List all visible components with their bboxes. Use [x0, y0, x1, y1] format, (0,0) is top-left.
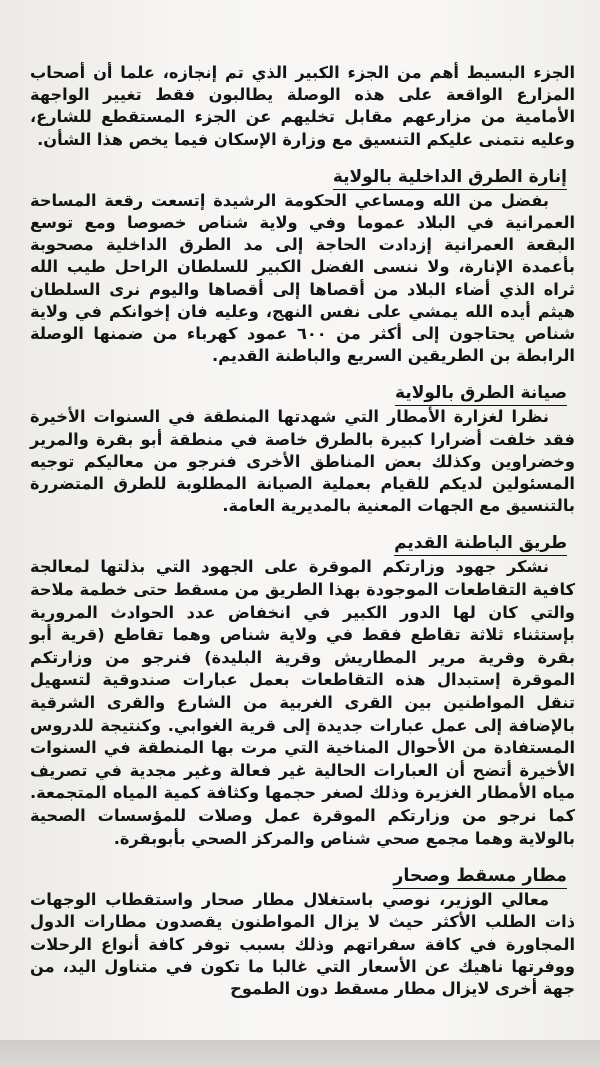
- intro-paragraph: الجزء البسيط أهم من الجزء الكبير الذي تم إنجازه، علما أن أصحاب المزارع الواقعة على هذه الوصلة يطالبون فقط تغيير الواجهة الأمامية من مزارعهم مقابل تخليهم عن الجزء المستقطع للشارع، وعليه نتمنى عليكم التنسيق مع وزارة الإسكان فيما يخص هذا الشأن.: [30, 63, 575, 149]
- section-heading: إنارة الطرق الداخلية بالولاية: [333, 165, 567, 190]
- section-internal-roads-lighting: [30, 165, 575, 368]
- section-old-batinah-road: [30, 531, 575, 850]
- document-page: [30, 62, 575, 1000]
- section-muscat-sohar-airport: [30, 864, 575, 1000]
- section-roads-maintenance: [30, 381, 575, 517]
- section-paragraph: بفضل من الله ومساعي الحكومة الرشيدة إتسعت رقعة المساحة العمرانية في البلاد عموما وفي ولاية شناص خصوصا ومع توسع البقعة العمرانية إزدادت الحاجة إلى مد الطرق الداخلية مصحوبة بأعمدة الإنارة، ولا ننسى الفضل الكبير للسلطان الراحل طيب الله ثراه الذي أضاء البلاد من أقصاها إلى أقصاها واليوم نرى السلطان هيثم أيده الله يمشي على نفس النهج، وعليه فان إخوانكم في ولاية شناص يحتاجون إلى أكثر من ٦٠٠ عمود كهرباء من ضمنها الوصلة الرابطة بن الطريقين السريع والباطنة القديم.: [30, 190, 575, 366]
- section-paragraph: نظرا لغزارة الأمطار التي شهدتها المنطقة في السنوات الأخيرة فقد خلفت أضرارا كبيرة بالطرق خاصة في منطقة أبو بقرة والمرير وخضراوين وكذلك بعض المناطق الأخرى فنرجو من معاليكم توجيه المسئولين لديكم للقيام بعملية الصيانة المطلوبة للطرق المتضررة بالتنسيق مع الجهات المعنية بالمديرية العامة.: [30, 407, 575, 516]
- table-surface: [0, 1040, 600, 1067]
- section-heading: صيانة الطرق بالولاية: [395, 381, 567, 406]
- section-paragraph: نشكر جهود وزارتكم الموقرة على الجهود التي بذلتها لمعالجة كافية التقاطعات الموجودة بهذا الطريق من مسقط حتى خطمة ملاحة والتي كان لها الدور الكبير في انخفاض عدد الحوادث المرورية بإستثناء ثلاثة تقاطع فقط في ولاية شناص وهما تقاطع (قرية أبو بقرة وقرية مرير المطاريش وقرية البليدة) فنرجو من وزارتكم الموقرة إستبدال هذه التقاطعات بعمل عبارات صندوقية لتسهيل تنقل المواطنين بين القرى الغربية من الشارع والقرى الشرقية بالإضافة إلى عمل عبارات جديدة إلى قرية الغوابي. وكنتيجة للدروس المستفادة من الأحوال المناخية التي مرت بها المنطقة في السنوات الأخيرة أتضح أن العبارات الحالية غير فعالة وغير مجدية في تصريف مياه الأمطار الغزيرة وذلك لصغر حجمها وكثافة كمية المياه المتجمعة. كما نرجو من وزارتكم الموقرة عمل وصلات للمؤسسات الصحية بالولاية وهما مجمع صحي شناص والمركز الصحي بأبوبقرة.: [30, 557, 575, 848]
- section-heading: مطار مسقط وصحار: [393, 864, 567, 889]
- section-heading: طريق الباطنة القديم: [394, 531, 567, 556]
- section-paragraph: معالي الوزير، نوصي باستغلال مطار صحار واستقطاب الوجهات ذات الطلب الأكثر حيث لا يزال المواطنون يقصدون مطارات الدول المجاورة في كافة سفراتهم وذلك بسبب توفر كافة أنواع الرحلات ووفرتها ناهيك عن الأسعار التي غالبا ما تكون في متناول اليد، من جهة أخرى لايزال مطار مسقط دون الطموح: [30, 890, 575, 998]
